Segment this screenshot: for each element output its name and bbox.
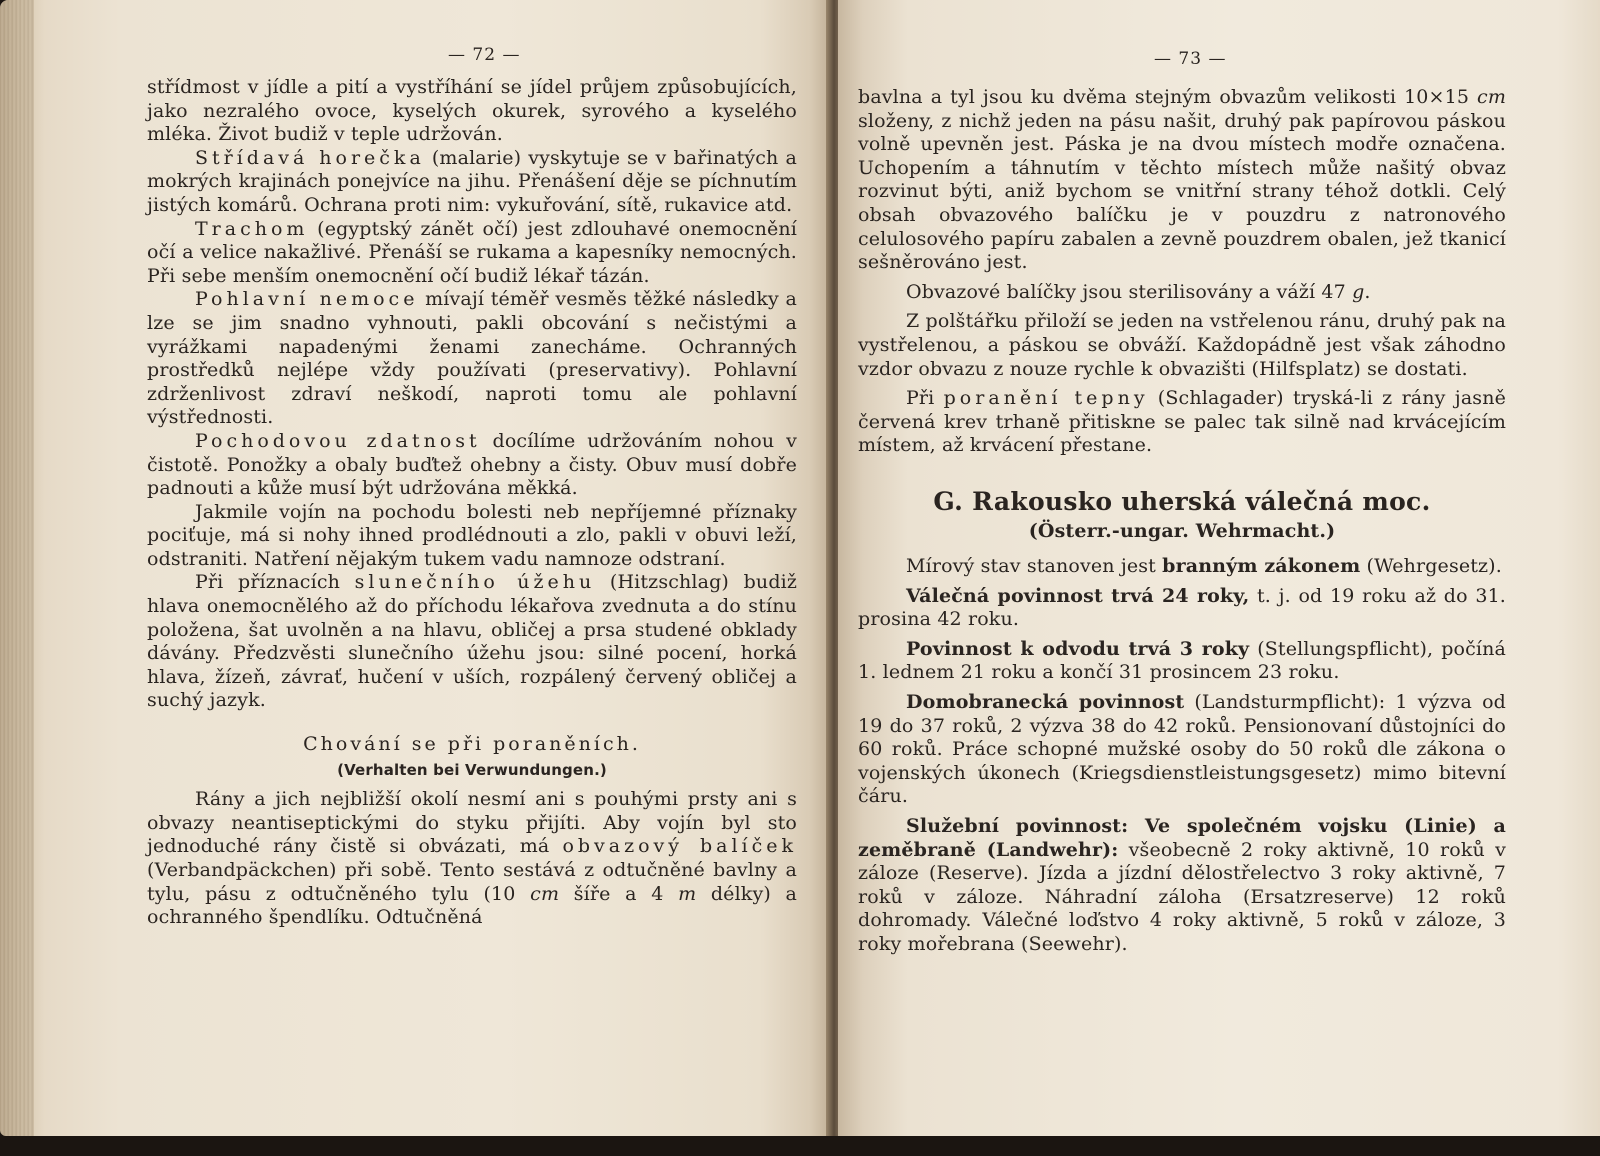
paragraph-trachoma: Trachom (egyptský zánět očí) jest zdlouhavé onemocnění očí a velice nakažlivé. Přenáší se rukama a kapesníky nemocných. Při sebe menším onemocnění očí budiž lékař tázán. [147,217,797,287]
left-page-text [147,76,797,930]
paragraph: Obvazové balíčky jsou sterilisovány a váží 47 g. [906,280,1371,303]
paragraph: Povinnost k odvodu trvá 3 roky (Stellungspflicht), počíná 1. lednem 21 roku a končí 31 prosincem 23 roku. [858,637,1506,684]
paragraph: Mírový stav stanoven jest branným zákonem (Wehrgesetz). [906,555,1502,578]
right-page-text [858,86,1506,957]
term: poranění tepny [943,387,1149,410]
paragraph: Domobranecká povinnost (Landsturmpflicht): 1 výzva od 19 do 37 roků, 2 výzva 38 do 42 roků. Pensionovaní důstojníci do 60 roků. Práce schopné mužské osoby do 50 roků dle zákona o vojenských úkonech (Kriegsdienstleistungsgesetz) mimo bitevní čáru. [858,691,1506,808]
term: Pohlavní nemoce [195,288,419,311]
paragraph: Z polštářku přiloží se jeden na vstřelenou ránu, druhý pak na vystřelenou, a páskou se obváží. Každopádně jest však záhodno vzdor obvazu z nouze rychle k obvazišti (Hilfsplatz) se dostati. [858,310,1506,380]
page-number-72: — 72 — [448,45,521,65]
page-number-73: — 73 — [1154,49,1227,69]
paragraph: Válečná povinnost trvá 24 roky, t. j. od 19 roku až do 31. prosina 42 roku. [858,584,1506,631]
paragraph-malaria: Střídavá horečka (malarie) vyskytuje se v bařinatých a mokrých krajinách ponejvíce na jihu. Přenášení děje se píchnutím jistých komárů. Ochrana proti nim: vykuřování, sítě, rukavice atd. [147,146,798,216]
term: Pochodovou zdatnost [195,429,481,452]
term: slunečního úžehu [354,571,596,594]
section-title: Chování se při poraněních. [303,733,641,756]
paragraph: střídmost v jídle a pití a vystříhání se jídel průjem způsobujících, jako nezralého ovoce, kyselých okurek, syrového a kyselého mléka. Život budiž v teple udržován. [147,76,797,146]
right-page [838,0,1600,1136]
paragraph-wounds: Rány a jich nejbližší okolí nesmí ani s pouhými prsty ani s obvazy neantiseptickými do styku přijíti. Aby vojín byl sto jednoduché rány čistě si obvázati, má obvazový balíček (Verbandpäckchen) při sobě. Tento sestává z odtučněné bavlny a tylu, pásu z odtučněného tylu (10 cm šíře a 4 m délky) a ochranného špendlíku. Odtučněná [147,788,798,929]
chapter-heading: G. Rakousko uherská válečná moc. [933,486,1431,516]
term: obvazový balíček [562,835,797,858]
paragraph-marching: Pochodovou zdatnost docílíme udržováním nohou v čistotě. Ponožky a obaly buďtež ohebny a čisty. Obuv musí dobře padnouti a kůže musí být udržována měkká. [147,429,797,500]
chapter-subheading: (Österr.-ungar. Wehrmacht.) [1028,519,1336,542]
paragraph-venereal: Pohlavní nemoce mívají téměř vesměs těžké následky a lze se jim snadno vyhnouti, pakli obcování s nečistými a vyrážkami napadenými ženami zanecháme. Ochranných prostředků nejlépe vždy používati (preservativy). Pohlavní zdrženlivost zdraví neškodí, naproti tomu ale pohlavní výstřednosti. [147,288,797,429]
paragraph: Služební povinnost: Ve společném vojsku (Linie) a zeměbraně (Landwehr): všeobecně 2 roky aktivně, 10 roků v záloze (Reserve). Jízda a jízdní dělostřelectvo 3 roky aktivně, 7 roků v záloze. Náhradní záloha (Ersatzreserve) 12 roků dohromady. Válečné loďstvo 4 roky aktivně, 5 roků v záloze, 3 roky mořebrana (Seewehr). [858,815,1506,955]
section-subtitle: (Verhalten bei Verwundungen.) [337,760,607,779]
paragraph: bavlna a tyl jsou ku dvěma stejným obvazům velikosti 10×15 cm složeny, z nichž jeden na pásu našit, druhý pak papírovou páskou volně upevněn jest. Páska je na dvou místech modře označena. Uchopením a táhnutím v těchto místech může našitý obvaz rozvinut býti, aniž bychom se vnitřní strany téhož dotkli. Celý obsah obvazového balíčku je v pouzdru z natronového celulosového papíru zabalen a zevně pouzdrem obalen, jež tkanicí sešněrováno jest. [858,86,1506,274]
term: Střídavá horečka [195,146,425,169]
paragraph: Jakmile vojín na pochodu bolesti neb nepříjemné příznaky pociťuje, má si nohy ihned prodlédnouti a zlo, pakli v obuvi leží, odstraniti. Natření nějakým tukem vadu namnoze odstraní. [147,500,797,570]
paragraph-artery: Při poranění tepny (Schlagader) tryská-li z rány jasně červená krev trhaně přitiskne se palec tak silně nad krvácejícím místem, až krvácení přestane. [858,387,1506,457]
paragraph-sunstroke: Při příznacích slunečního úžehu (Hitzschlag) budiž hlava onemocnělého až do příchodu lékařova zvednuta a do stínu položena, šat uvolněn a na hlavu, obličej a prsa studené obklady dávány. Předzvěsti slunečního úžehu jsou: silné pocení, horká hlava, žízeň, závrať, hučení v uších, rozpálený červený obličej a suchý jazyk. [147,571,798,712]
term: Trachom [195,217,309,240]
page-edge [0,0,34,1136]
